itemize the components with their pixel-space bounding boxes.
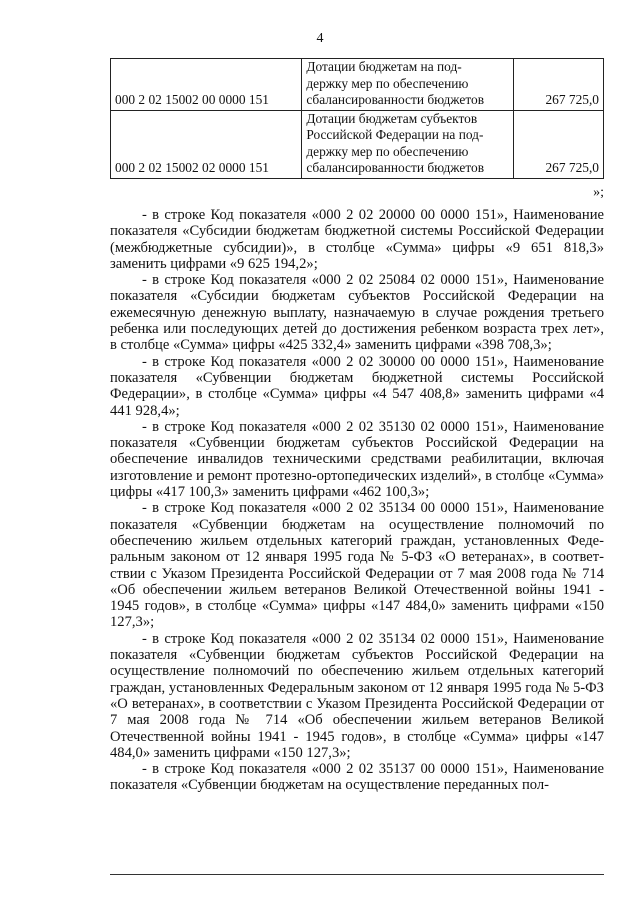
table-row	[111, 110, 604, 178]
table-cell-sum: 267 725,0	[513, 110, 603, 178]
row-name-text: Дотации бюджетам субъектов Российской Федерации на под- держку мер по обеспечению сбалансированности бюджетов	[306, 110, 485, 175]
amendment-paragraph: - в строке Код показателя «000 2 02 35134 00 0000 151», Наименование показателя «Субвенции бюджетам на осуществление полномочий по обеспечению жильем отдельных категорий граждан, установленных Федеральным законом от 12 января 1995 года № 5-ФЗ «О ветеранах», в соответствии с Указом Президента Российской Федерации от 7 мая 2008 года № 714 «Об обеспечении жильем ветеранов Великой Отечественной войны 1941 - 1945 годов», в столбце «Сумма» цифры «147 484,0» заменить цифрами «150 127,3»;	[110, 500, 604, 631]
table-cell-code: 000 2 02 15002 02 0000 151	[111, 110, 302, 178]
table-row	[111, 59, 604, 111]
table-cell-sum: 267 725,0	[513, 59, 603, 111]
amendment-paragraph: - в строке Код показателя «000 2 02 35137 00 0000 151», Наименование показателя «Субвенции бюджетам на осуществление переданных пол-	[110, 761, 604, 794]
amendment-paragraph: - в строке Код показателя «000 2 02 20000 00 0000 151», Наименование показателя «Субсидии бюджетам бюджетной системы Российской Федерации (межбюджетные субсидии)», в столбце «Сумма» цифры «9 651 818,3» заменить цифрами «9 625 194,2»;	[110, 207, 604, 272]
page-number: 4	[316, 31, 324, 46]
row-name-text: Дотации бюджетам на под- держку мер по обеспечению сбалансированности бюджетов	[306, 59, 485, 107]
amendment-paragraph: - в строке Код показателя «000 2 02 30000 00 0000 151», Наименование показателя «Субвенции бюджетам бюджетной системы Российской Федерации», в столбце «Сумма» цифры «4 547 408,8» заменить цифрами «4 441 928,4»;	[110, 353, 604, 419]
table-cell-name	[302, 59, 514, 111]
table-cell-name	[302, 110, 514, 178]
table-cell-code: 000 2 02 15002 00 0000 151	[111, 59, 302, 111]
budget-table	[110, 58, 604, 179]
amendment-paragraph: - в строке Код показателя «000 2 02 35130 02 0000 151», Наименование показателя «Субвенции бюджетам субъектов Российской Федерации на обеспечение инвалидов техническими средствами реабилитации, включая изготовление и ремонт протезно-ортопедических изделий», в столбце «Сумма» цифры «417 100,3» заменить цифрами «462 100,3»;	[110, 418, 604, 501]
table-closing-quote: »;	[593, 185, 604, 200]
amendment-paragraph: - в строке Код показателя «000 2 02 35134 02 0000 151», Наименование показателя «Субвенции бюджетам субъектов Российской Федерации на осуществление полномочий по обеспечению жильем отдельных категорий граждан, установленных Федеральным законом от 12 января 1995 года № 5-ФЗ «О ветеранах», в соответствии с Указом Президента Российской Федерации от 7 мая 2008 года № 714 «Об обеспечении жильем ветеранов Великой Отечественной войны 1941 - 1945 годов», в столбце «Сумма» цифры «147 484,0» заменить цифрами «150 127,3»;	[110, 630, 604, 761]
document-body	[110, 207, 604, 794]
amendment-paragraph: - в строке Код показателя «000 2 02 25084 02 0000 151», Наименование показателя «Субсидии бюджетам субъектов Российской Федерации на ежемесячную денежную выплату, назначаемую в случае рождения третьего ребенка или последующих детей до достижения ребенком возраста трех лет», в столбце «Сумма» цифры «425 332,4» заменить цифрами «398 708,3»;	[110, 272, 604, 354]
footer-divider	[110, 874, 604, 875]
